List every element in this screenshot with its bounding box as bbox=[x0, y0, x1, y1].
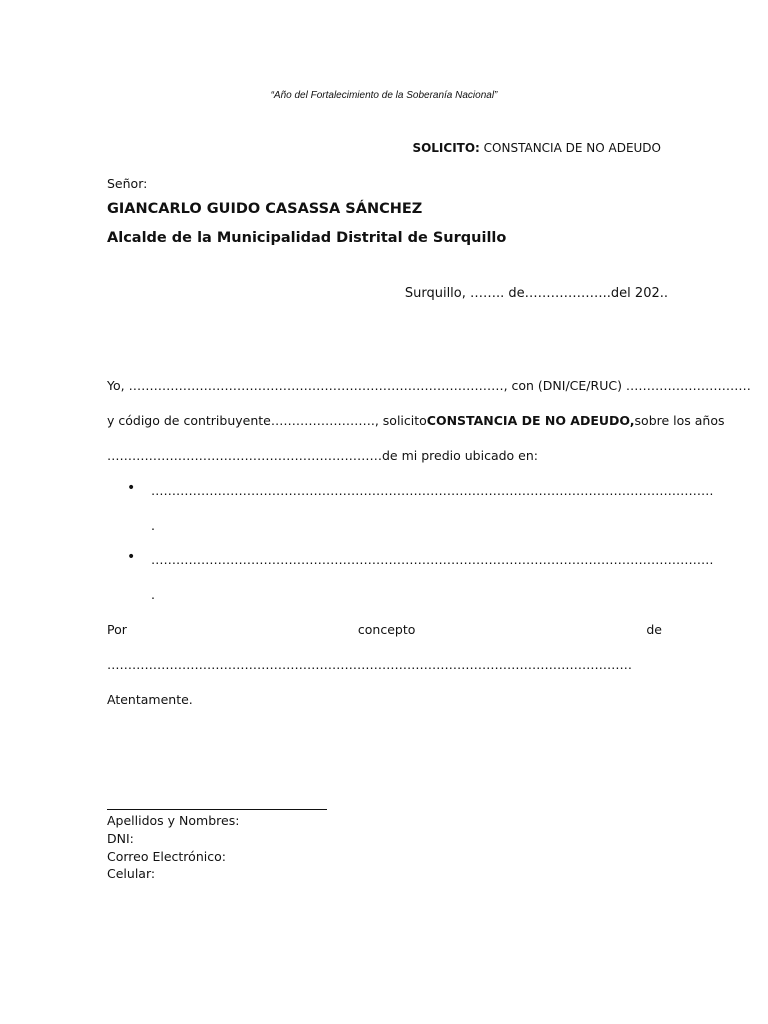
line-codigo bbox=[107, 413, 725, 428]
bullet-address-line: ……………………………………………………………………………………………………………………… bbox=[151, 483, 714, 498]
field-dni: DNI: bbox=[107, 831, 134, 846]
field-apellidos-nombres: Apellidos y Nombres: bbox=[107, 813, 240, 828]
line-codigo-bold: CONSTANCIA DE NO ADEUDO, bbox=[426, 413, 635, 428]
concepto-word: concepto bbox=[357, 622, 416, 637]
line-codigo-end: sobre los años bbox=[634, 413, 725, 428]
line-yo: Yo, ………………………………………………………………………………, con (DNI/CE/RUC) ………………………… bbox=[107, 378, 751, 393]
recipient-name: GIANCARLO GUIDO CASASSA SÁNCHEZ bbox=[107, 201, 423, 217]
closing: Atentamente. bbox=[107, 692, 193, 707]
por-concepto-row bbox=[107, 622, 662, 637]
greeting: Señor: bbox=[107, 176, 148, 191]
solicito-line bbox=[412, 141, 661, 155]
solicito-text: CONSTANCIA DE NO ADEUDO bbox=[479, 141, 661, 155]
bullet-icon: • bbox=[127, 549, 136, 565]
line-concepto: ……………………………………………………………………………………………………………… bbox=[107, 657, 632, 672]
line-anios: …………………………………………………………de mi predio ubicado en: bbox=[107, 448, 538, 463]
signature-line bbox=[107, 809, 327, 810]
year-motto: “Año del Fortalecimiento de la Soberanía Nacional” bbox=[270, 90, 498, 101]
date-line: Surquillo, …….. de………………..del 202.. bbox=[404, 286, 668, 301]
recipient-title: Alcalde de la Municipalidad Distrital de Surquillo bbox=[107, 230, 507, 246]
por-word: Por bbox=[107, 622, 127, 637]
solicito-label: SOLICITO: bbox=[412, 141, 480, 155]
field-celular: Celular: bbox=[107, 866, 156, 881]
bullet-icon: • bbox=[127, 480, 136, 496]
de-word: de bbox=[646, 622, 662, 637]
bullet-address-line: ……………………………………………………………………………………………………………………… bbox=[151, 552, 714, 567]
bullet-address-end: . bbox=[151, 518, 155, 533]
bullet-address-end: . bbox=[151, 587, 155, 602]
line-codigo-start: y código de contribuyente……………………., solicito bbox=[107, 413, 427, 428]
field-correo: Correo Electrónico: bbox=[107, 849, 226, 864]
